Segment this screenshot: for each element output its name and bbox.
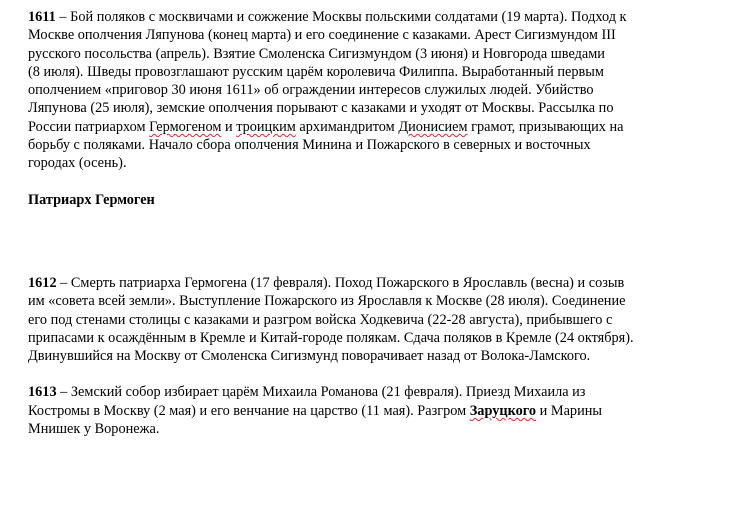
entry-1611-line-7a: России патриархом xyxy=(28,118,150,135)
year-1611: 1611 xyxy=(28,9,56,25)
entry-1611-line-7c: архимандритом xyxy=(295,118,399,135)
entry-1611-line-9: городах (осень). xyxy=(28,155,127,172)
entry-1611-line-4: (8 июля). Шведы провозглашают русским царём королевича Филиппа. Выработанный первым xyxy=(28,63,604,80)
dash: – xyxy=(56,274,71,291)
entry-1612 xyxy=(28,274,728,365)
spellcheck-word-zarutskogo[interactable]: Заруцкого xyxy=(469,402,537,419)
entry-1613 xyxy=(28,383,728,438)
entry-1612-line-5: Двинувшийся на Москву от Смоленска Сигизмунд поворачивает назад от Волока-Ламского. xyxy=(28,348,591,365)
entry-1613-line-1: Земский собор избирает царём Михаила Романова (21 февраля). Приезд Михаила из xyxy=(70,384,586,401)
entry-1613-line-2a: Костромы в Москву (2 мая) и его венчание на царство (11 мая). Разгром xyxy=(28,402,470,419)
entry-1612-line-4: припасами к осаждённым в Кремле и Китай-городе полякам. Сдача поляков в Кремле (24 октября). xyxy=(28,329,634,346)
spellcheck-word-germogenom[interactable]: Гермогеном xyxy=(149,118,222,135)
entry-1612-line-2: им «совета всей земли». Выступление Пожарского из Ярославля к Москве (28 июля). Соединение xyxy=(28,293,626,310)
entry-1611-line-6: Ляпунова (25 июля), земские ополчения порывают с казаками и уходят от Москвы. Рассылка по xyxy=(28,100,614,117)
spellcheck-word-dionisiem[interactable]: Дионисием xyxy=(398,118,468,135)
spellcheck-word-troitskim[interactable]: троицким xyxy=(236,118,296,135)
entry-1611-line-7b: и xyxy=(221,118,237,135)
entry-1611-line-2: Москве ополчения Ляпунова (конец марта) и его соединение с казаками. Арест Сигизмундом III xyxy=(28,27,616,44)
entry-1613-line-3: Мнишек у Воронежа. xyxy=(28,421,160,438)
entry-1611-line-8: борьбу с поляками. Начало сбора ополчения Минина и Пожарского в северных и восточных xyxy=(28,137,591,154)
entry-1612-line-1: Смерть патриарха Гермогена (17 февраля). Поход Пожарского в Ярославль (весна) и созыв xyxy=(70,274,625,291)
entry-1611 xyxy=(28,8,728,173)
entry-1612-line-3: его под стенами столицы с казаками и разгром войска Ходкевича (22-28 августа), прибывшего с xyxy=(28,311,613,328)
entry-1611-line-5: ополчением «приговор 30 июня 1611» об ограждении интересов служилых людей. Убийство xyxy=(28,82,594,99)
dash: – xyxy=(55,9,71,25)
entry-1611-line-1: Бой поляков с москвичами и сожжение Москвы польскими солдатами (19 марта). Подход к xyxy=(70,9,627,25)
section-heading: Патриарх Гермоген xyxy=(28,191,155,208)
document-body xyxy=(28,8,728,438)
entry-1611-line-7d: грамот, призывающих на xyxy=(467,118,624,135)
entry-1611-line-3: русского посольства (апрель). Взятие Смоленска Сигизмундом (3 июня) и Новгорода шведами xyxy=(28,45,605,62)
dash: – xyxy=(56,384,71,401)
entry-1613-line-2b: и Марины xyxy=(536,402,602,419)
year-1613: 1613 xyxy=(28,384,57,401)
year-1612: 1612 xyxy=(28,274,57,291)
